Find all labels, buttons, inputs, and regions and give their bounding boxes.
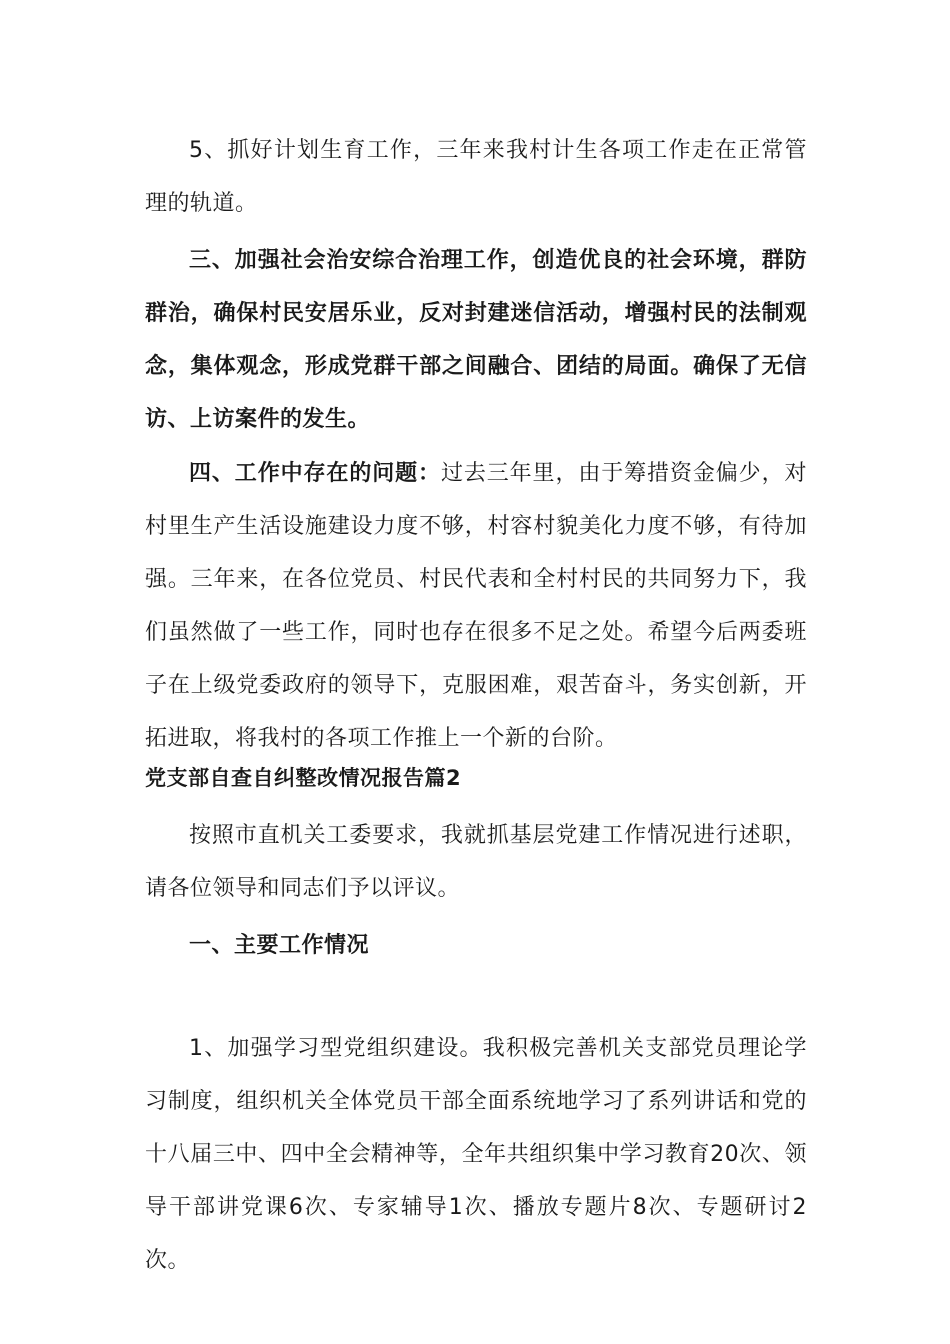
problems-body: 过去三年里，由于筹措资金偏少，对村里生产生活设施建设力度不够，村容村貌美化力度不够，有待加强。三年来，在各位党员、村民代表和全村村民的共同努力下，我们虽然做了一些工作，同时也存在很多不足之处。希望今后两委班子在上级党委政府的领导下，克服困难，艰苦奋斗，务实创新，开拓进取，将我村的各项工作推上一个新的台阶。 bbox=[145, 461, 807, 751]
paragraph-public-security: 三、加强社会治安综合治理工作，创造优良的社会环境，群防群治，确保村民安居乐业，反对封建迷信活动，增强村民的法制观念，集体观念，形成党群干部之间融合、团结的局面。确保了无信访、上访案件的发生。 bbox=[145, 248, 807, 432]
section-title: 党支部自查自纠整改情况报告篇2 bbox=[145, 766, 462, 790]
paragraph-learning-organization: 1、加强学习型党组织建设。我积极完善机关支部党员理论学习制度，组织机关全体党员干部全面系统地学习了系列讲话和党的十八届三中、四中全会精神等，全年共组织集中学习教育20次、领导干部讲党课6次、专家辅导1次、播放专题片8次、专题研讨2次。 bbox=[145, 1036, 807, 1273]
paragraph-family-planning: 5、抓好计划生育工作，三年来我村计生各项工作走在正常管理的轨道。 bbox=[145, 138, 807, 216]
paragraph-existing-problems bbox=[145, 447, 807, 765]
paragraph-report-intro: 按照市直机关工委要求，我就抓基层党建工作情况进行述职，请各位领导和同志们予以评议。 bbox=[145, 823, 807, 901]
problems-lead: 四、工作中存在的问题： bbox=[189, 461, 441, 486]
subheading-main-work: 一、主要工作情况 bbox=[189, 933, 370, 958]
